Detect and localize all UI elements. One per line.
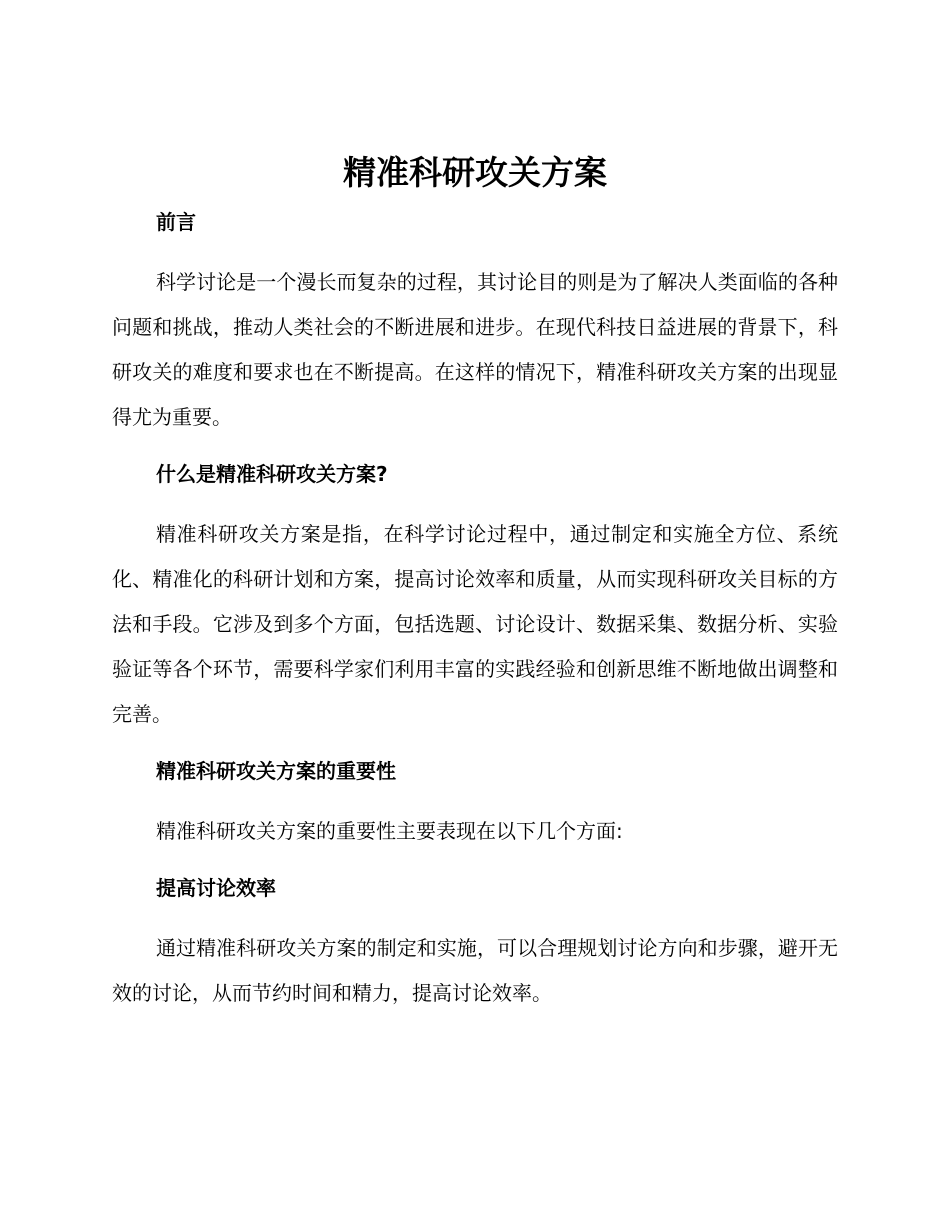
section-heading: 什么是精准科研攻关方案? [156,462,388,486]
section-importance [112,753,838,854]
section-preface [112,204,838,440]
section-efficiency [112,870,838,1016]
section-paragraph: 精准科研攻关方案的重要性主要表现在以下几个方面: [156,819,623,843]
section-heading: 精准科研攻关方案的重要性 [156,759,396,783]
section-paragraph: 通过精准科研攻关方案的制定和实施，可以合理规划讨论方向和步骤，避开无效的讨论，从而节约时间和精力，提高讨论效率。 [112,936,838,1005]
section-paragraph: 科学讨论是一个漫长而复杂的过程，其讨论目的则是为了解决人类面临的各种问题和挑战，推动人类社会的不断进展和进步。在现代科技日益进展的背景下，科研攻关的难度和要求也在不断提高。在这样的情况下，精准科研攻关方案的出现显得尤为重要。 [112,270,838,429]
section-paragraph: 精准科研攻关方案是指，在科学讨论过程中，通过制定和实施全方位、系统化、精准化的科研计划和方案，提高讨论效率和质量，从而实现科研攻关目标的方法和手段。它涉及到多个方面，包括选题、讨论设计、数据采集、数据分析、实验验证等各个环节，需要科学家们利用丰富的实践经验和创新思维不断地做出调整和完善。 [112,522,838,726]
section-heading: 前言 [156,210,196,234]
document-title: 精准科研攻关方案 [343,153,607,192]
document-body [112,204,838,1016]
section-heading: 提高讨论效率 [156,876,276,900]
section-definition [112,456,838,737]
